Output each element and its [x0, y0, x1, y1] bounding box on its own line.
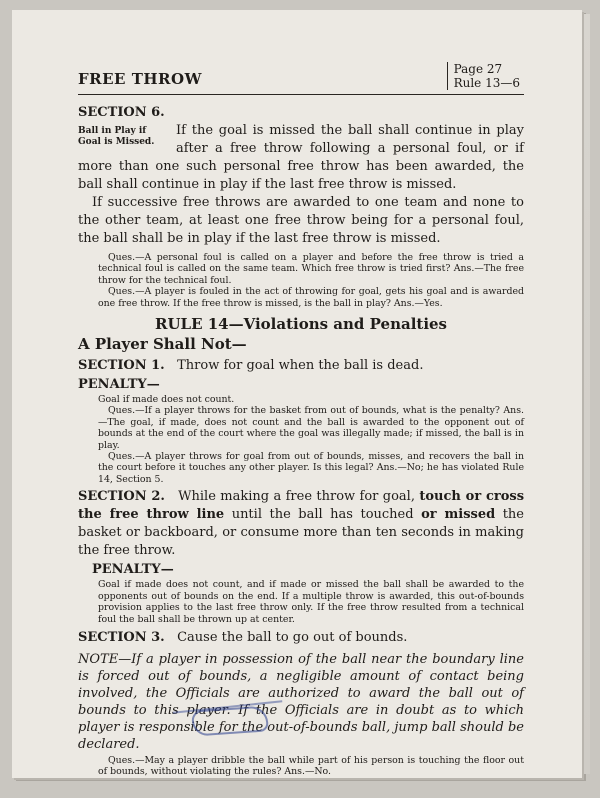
penalty-heading: PENALTY—	[78, 377, 160, 393]
rule-14-title: RULE 14—Violations and Penalties	[154, 315, 448, 334]
section-6-side-heading	[78, 126, 170, 148]
question-answer: Ques.—May a player dribble the ball while part of his person is touching the floor out of bounds, without violating the rules? Ans.—No.	[98, 754, 524, 778]
penalty-text: Goal if made does not count, and if made or missed the ball shall be awarded to the opponents out of bounds on the end. If a multiple throw is awarded, this out-of-bounds provision applies to the last free throw only. If the free throw resulted from a technical foul the ball shall be thrown up at center.	[98, 579, 524, 625]
section-6-paragraph	[78, 104, 524, 122]
section-6-text-2: If successive free throws are awarded to one team and none to the other team, at least one free throw being for a personal foul, the ball shall be in play if the last free throw is missed.	[78, 195, 524, 246]
section-6-text: If the goal is missed the ball shall continue in play after a free throw following a personal foul, or if more than one such personal free throw has been awarded, the ball shall continue in play if the last free throw is missed.	[78, 123, 524, 192]
page-edge	[584, 14, 590, 774]
section-3-questions	[78, 755, 524, 778]
header-reference	[447, 62, 520, 90]
section-2-bold-a: touch or cross the free throw line	[78, 489, 525, 523]
book-page	[12, 10, 582, 778]
question-answer: Ques.—If a player throws for the basket from out of bounds, what is the penalty? Ans.—The goal, if made, does not count and the ball is awarded to the opponent out of bounds at the end of the court where the goal was illegally made; if missed, the ball is in play.	[98, 405, 524, 451]
rule-14-subtitle: A Player Shall Not—	[78, 335, 247, 354]
rule-14-section-1	[78, 357, 524, 375]
header-rule-number: Rule 13—6	[453, 76, 520, 90]
section-2-text-c: the basket or backboard, or consume more than ten seconds in making the free throw.	[78, 507, 524, 559]
section-2-bold-b: or missed	[421, 507, 496, 523]
section-1-text: Throw for goal when the ball is dead.	[177, 358, 424, 374]
section-2-text-a: While making a free throw for goal,	[178, 489, 420, 505]
question-answer: Ques.—A player throws for goal from out of bounds, misses, and recovers the ball in the court before it touches any other player. Is this legal? Ans.—No; he has violated Rule 14, Section 5.	[98, 451, 524, 485]
section-6-questions	[78, 252, 524, 309]
header-page-number: Page 27	[453, 62, 503, 76]
section-2-label: SECTION 2.	[78, 489, 165, 505]
page-content	[78, 104, 524, 778]
question-answer: Ques.—A player is fouled in the act of throwing for goal, gets his goal and is awarded one free throw. If the free throw is missed, is the ball in play? Ans.—Yes.	[98, 286, 524, 309]
section-1-penalty	[78, 394, 524, 485]
running-header	[78, 60, 524, 95]
section-6-label: SECTION 6.	[78, 105, 165, 120]
section-3-label: SECTION 3.	[78, 629, 165, 645]
question-answer: Ques.—A personal foul is called on a player and before the free throw is tried a technical foul is called on the same team. Which free throw is tried first? Ans.—The free throw for the technical foul.	[98, 252, 524, 286]
note-text: —If a player in possession of the ball near the boundary line is forced out of bounds, a negligible amount of contact being involved, the Officials are authorized to award the ball out of bounds to this player. If the Officials are in doubt as to which player is responsible for the out-of-bounds ball, jump ball should be declared.	[78, 651, 524, 752]
section-2-text-b: until the ball has touched	[224, 507, 422, 523]
section-6	[78, 104, 524, 309]
penalty-text: Goal if made does not count.	[98, 394, 235, 406]
header-title: FREE THROW	[78, 70, 202, 88]
penalty-heading: PENALTY—	[92, 562, 174, 578]
side-heading-line: Ball in Play if	[78, 126, 147, 136]
section-3-text: Cause the ball to go out of bounds.	[177, 629, 408, 645]
note-lead: NOTE	[78, 651, 119, 667]
section-2-penalty	[78, 579, 524, 625]
section-3-note	[78, 651, 524, 753]
section-1-label: SECTION 1.	[78, 358, 165, 374]
side-heading-line: Goal is Missed.	[78, 137, 155, 147]
rule-14-section-3	[78, 629, 524, 647]
rule-14-section-2	[78, 488, 524, 560]
